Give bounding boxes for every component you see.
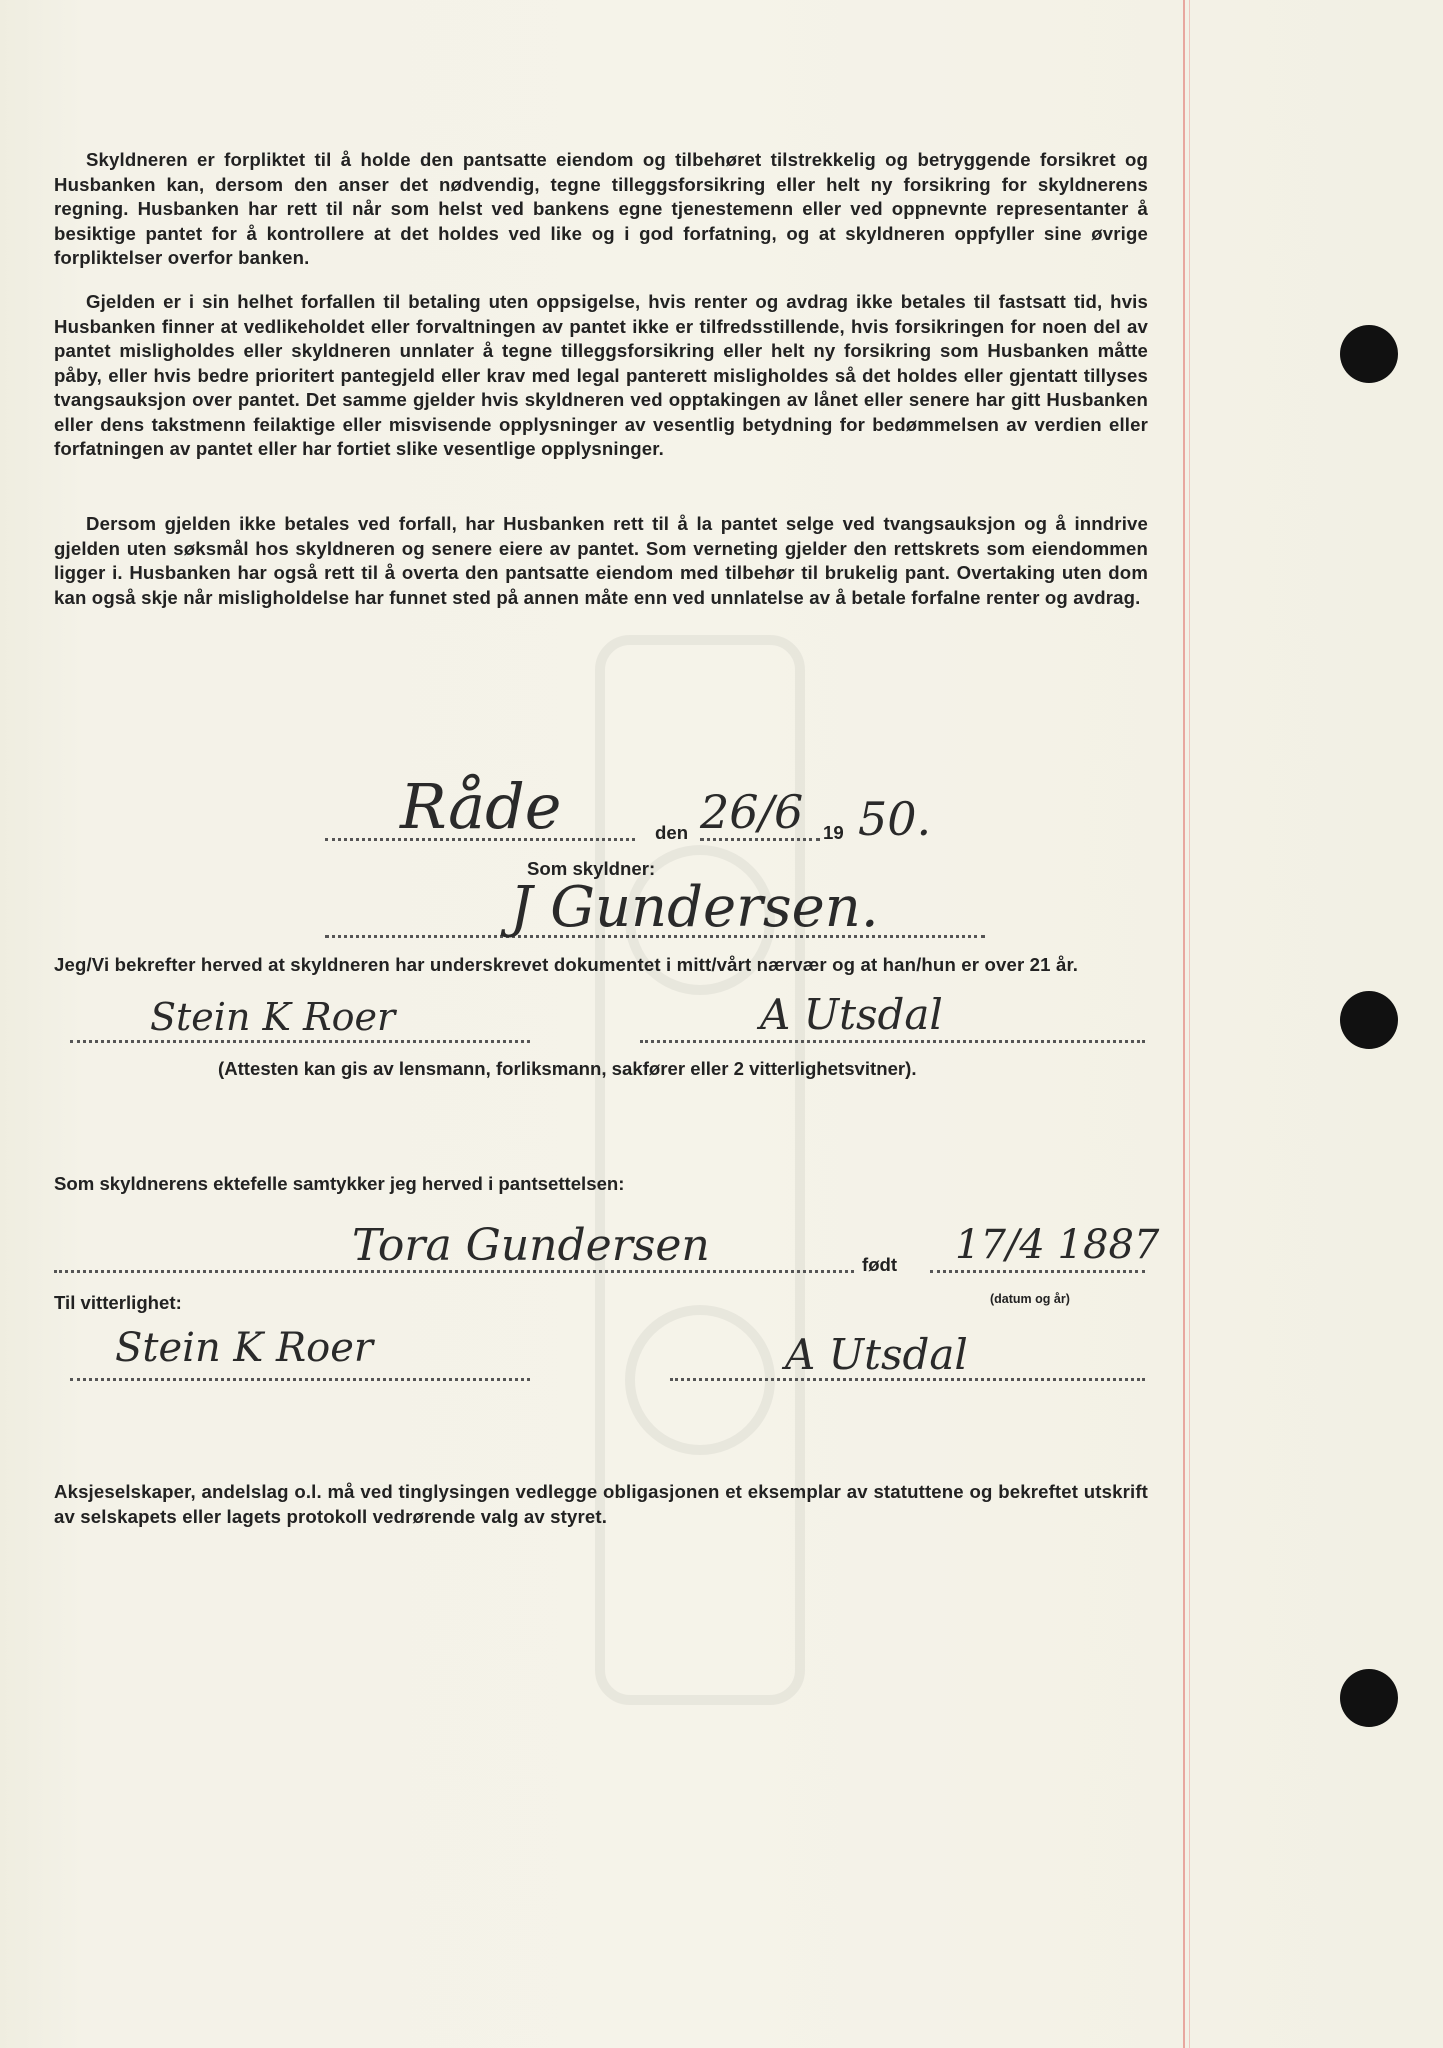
year-prefix: 19 <box>823 822 844 843</box>
footer-note: Aksjeselskaper, andelslag o.l. må ved tinglysingen vedlegge obligasjonen et eksemplar av statuttene og bekreftet utskrift av selskapets eller lagets protokoll vedrørende valg av styret. <box>54 1481 1148 1527</box>
date-den-label: den <box>655 822 689 843</box>
debtor-label: Som skyldner: <box>527 858 656 879</box>
year-handwritten: 50. <box>858 792 932 846</box>
debtor-signature: J Gundersen. <box>510 875 879 940</box>
spouse-consent-text: Som skyldnerens ektefelle samtykker jeg herved i pantsettelsen: <box>54 1173 625 1194</box>
spouse-witness2-signature: A Utsdal <box>785 1330 968 1379</box>
place-handwritten: Råde <box>400 770 562 843</box>
paragraph-insurance-obligation: Skyldneren er forpliktet til å holde den pantsatte eiendom og tilbehøret tilstrekkelig og betryggende forsikret og Husbanken kan, dersom den anser det nødvendig, tegne tilleggsforsikring eller helt ny forsikring for skyldnerens regning. Husbanken har rett til når som helst ved bankens egne tjenestemenn eller ved oppnevnte representanter å besiktige pantet for å kontrollere at det holdes ved like og i god forfatning, og at skyldneren oppfyller sine øvrige forpliktelser overfor banken. <box>54 149 1148 268</box>
red-margin-line <box>1183 0 1185 2048</box>
red-margin-line-secondary <box>1189 0 1190 2048</box>
paragraph-default-conditions: Gjelden er i sin helhet forfallen til betaling uten oppsigelse, hvis renter og avdrag ikke betales til fastsatt tid, hvis Husbanken finner at vedlikeholdet eller forvaltningen av pantet ikke er tilfredsstillende, hvis forsikringen for noen del av pantet misligholdes eller skyldneren unnlater å tegne tilleggsforsikring eller helt ny forsikring som Husbanken måtte påby, eller hvis bedre prioritert pantegjeld eller krav med legal panterett misligholdes så det holdes eller gjentatt tillyses tvangsauksjon over pantet. Det samme gjelder hvis skyldneren ved opptakingen av lånet eller senere har gitt Husbanken eller dens takstmenn feilaktige eller misvisende opplysninger av vesentlig betydning for bedømmelsen av verdien eller forfatningen av pantet eller har fortiet slike vesentlige opplysninger. <box>54 291 1148 459</box>
spouse-signature: Tora Gundersen <box>352 1220 710 1271</box>
punch-hole-bottom <box>1340 1669 1398 1727</box>
born-date-handwritten: 17/4 1887 <box>955 1222 1160 1268</box>
attestation-note: (Attesten kan gis av lensmann, forliksmann, sakfører eller 2 vitterlighetsvitner). <box>218 1058 917 1079</box>
punch-hole-top <box>1340 325 1398 383</box>
punch-hole-middle <box>1340 991 1398 1049</box>
spouse-witness1-signature: Stein K Roer <box>115 1325 374 1371</box>
paragraph-enforcement: Dersom gjelden ikke betales ved forfall, har Husbanken rett til å la pantet selge ved tvangsauksjon og å inndrive gjelden uten søksmål hos skyldneren og senere eiere av pantet. Som verneting gjelder den rettskrets som eiendommen ligger i. Husbanken har også rett til å overta den pantsatte eiendom med tilbehør til brukelig pant. Overtaking uten dom kan også skje når misligholdelse har funnet sted på annen måte enn ved unnlatelse av å betale forfalne renter og avdrag. <box>54 513 1148 608</box>
witness1-signature: Stein K Roer <box>150 995 396 1039</box>
witness2-signature: A Utsdal <box>760 990 943 1039</box>
date-hint: (datum og år) <box>990 1292 1070 1306</box>
witness-confirmation-text: Jeg/Vi bekrefter herved at skyldneren har underskrevet dokumentet i mitt/vårt nærvær og at han/hun er over 21 år. <box>54 954 1079 975</box>
witness-label: Til vitterlighet: <box>54 1292 182 1313</box>
spouse-witness1-line <box>70 1378 530 1381</box>
born-label: født <box>862 1254 898 1275</box>
date-handwritten: 26/6 <box>700 785 804 839</box>
born-date-line <box>930 1270 1145 1273</box>
witness1-signature-line <box>70 1040 530 1043</box>
witness2-signature-line <box>640 1040 1145 1043</box>
